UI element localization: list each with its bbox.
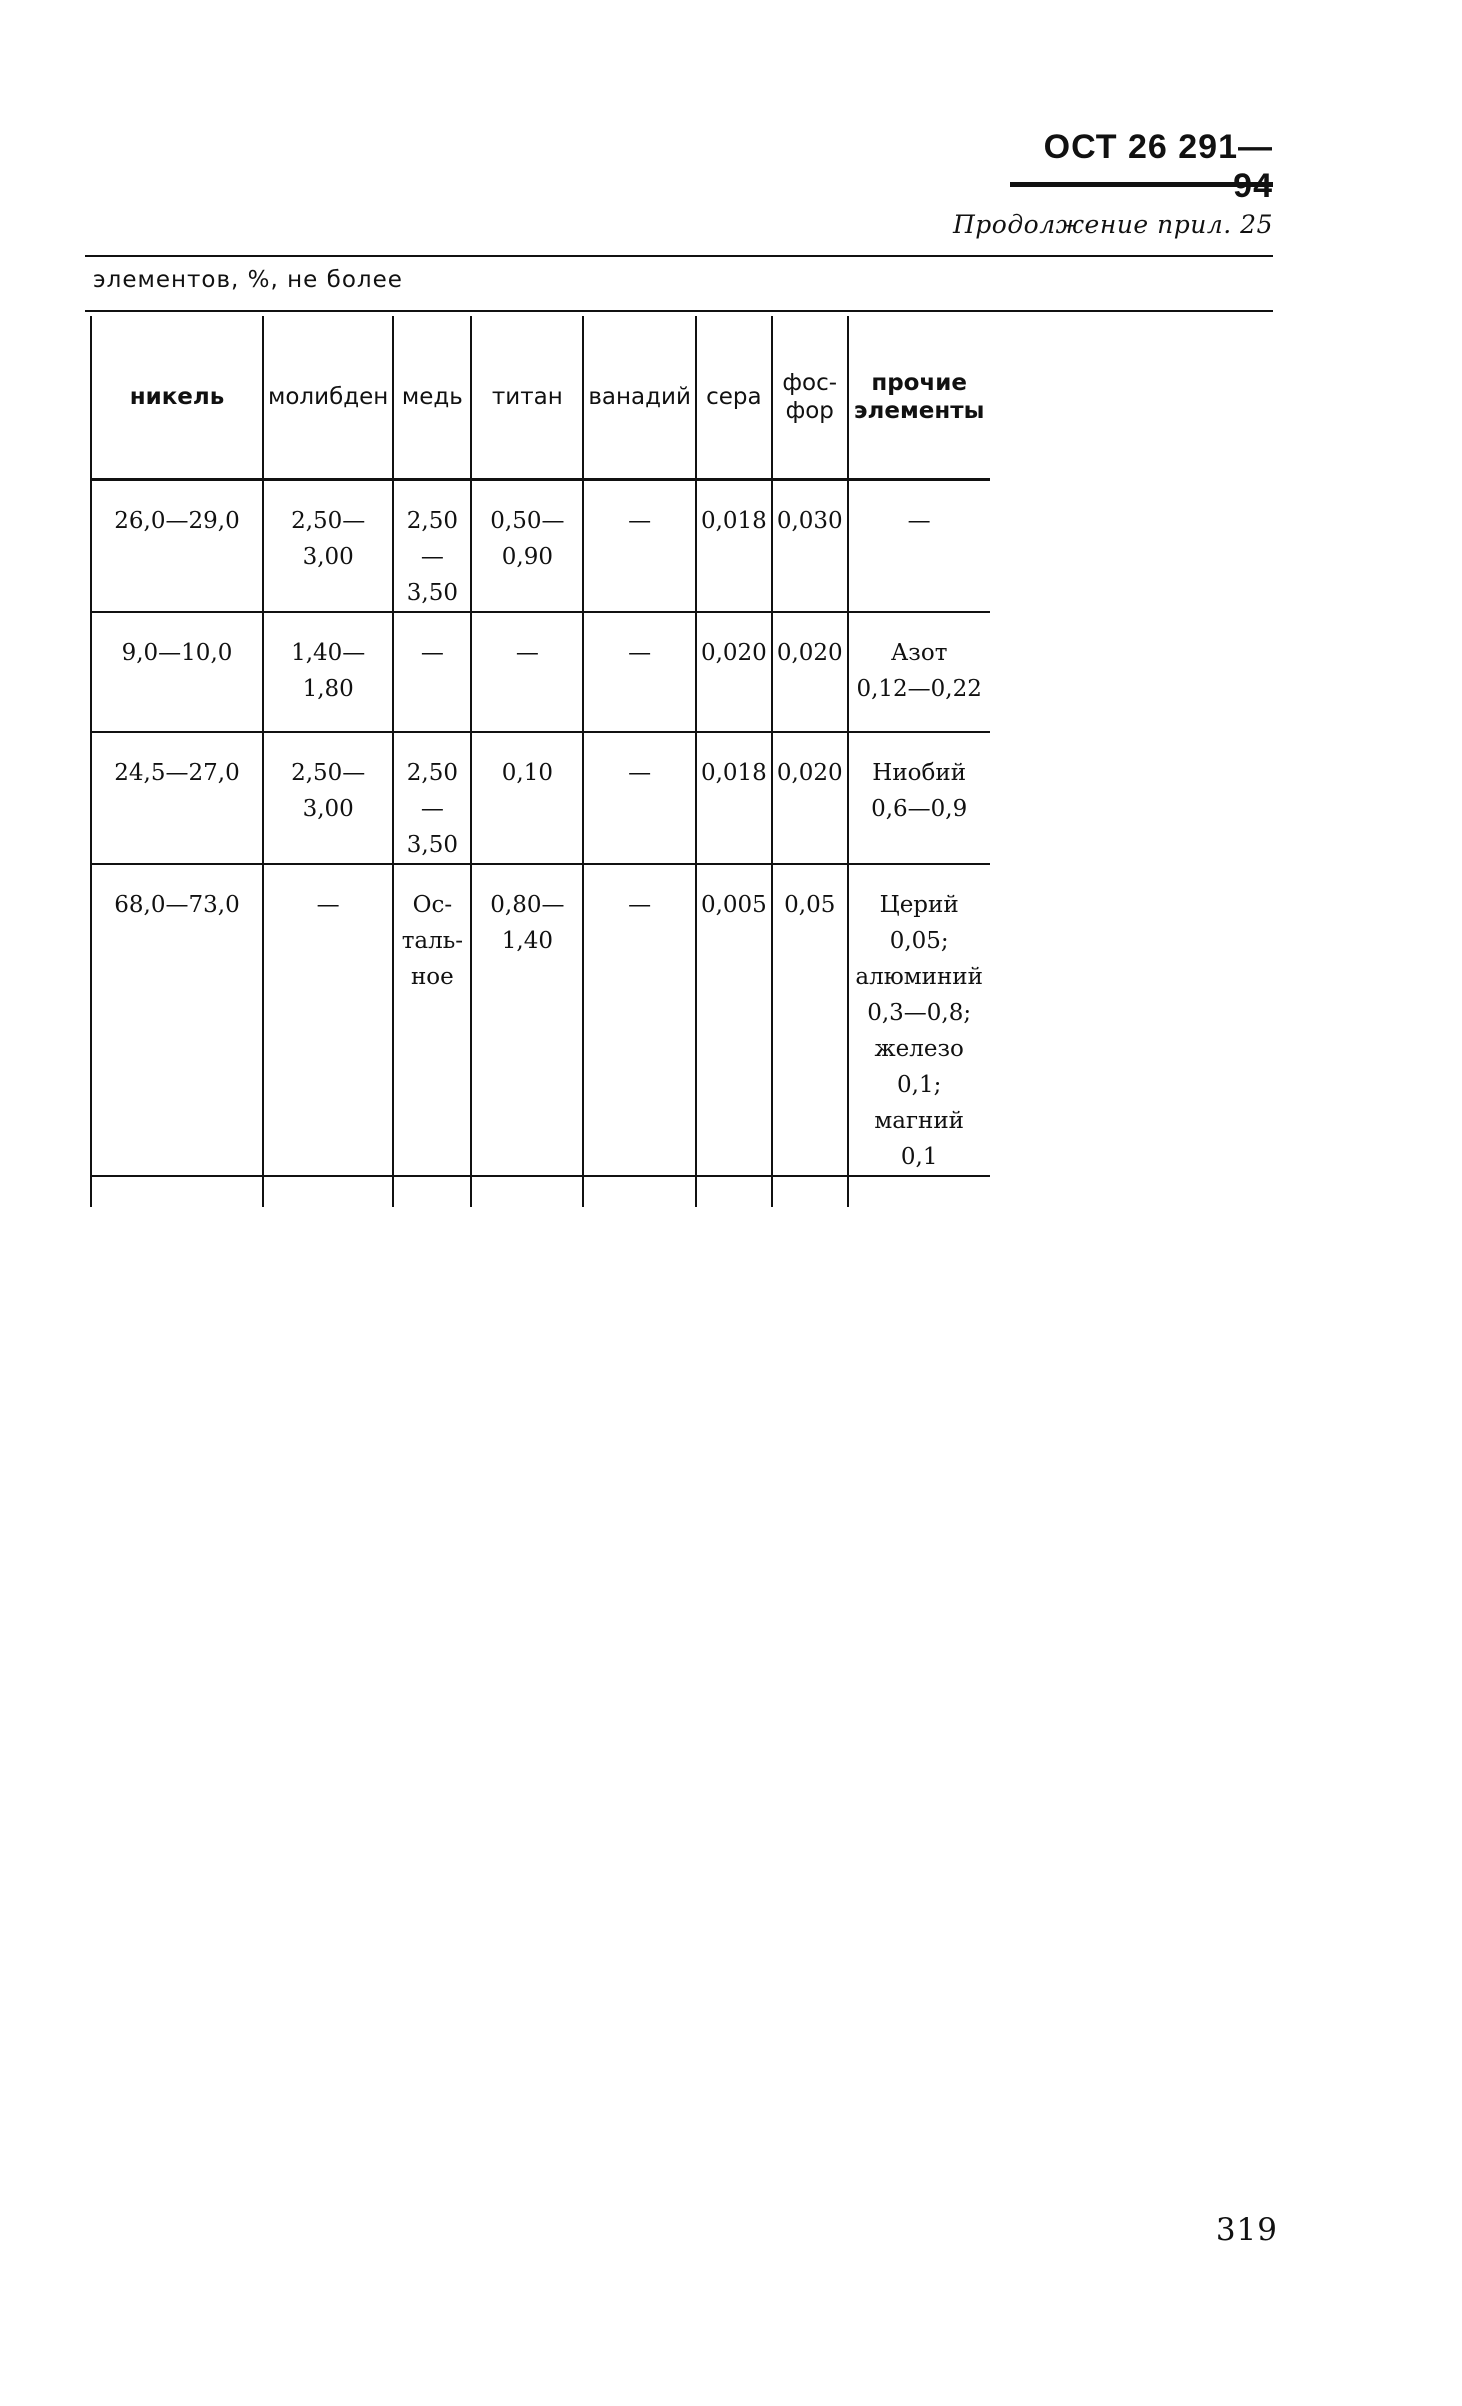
- cell-copper: 2,50— 3,50: [393, 480, 471, 613]
- cell-titanium: —: [471, 612, 583, 732]
- cell-copper: —: [393, 612, 471, 732]
- column-header-sulfur: сера: [696, 316, 772, 480]
- table-row: [91, 612, 990, 732]
- cell-other-elements: Азот 0,12—0,22: [848, 612, 990, 732]
- cell-phosphorus: 0,05: [772, 864, 848, 1176]
- column-header-copper: медь: [393, 316, 471, 480]
- column-header-vanadium: ванадий: [583, 316, 696, 480]
- column-header-other-elements: прочие элементы: [848, 316, 990, 480]
- cell-other-elements: Церий 0,05; алюминий 0,3—0,8; железо 0,1; магний 0,1: [848, 864, 990, 1176]
- cell-sulfur: 0,018: [696, 480, 772, 613]
- column-header-molybdenum: молибден: [263, 316, 393, 480]
- cell-nickel: 68,0—73,0: [91, 864, 263, 1176]
- table-top-rule: [85, 255, 1273, 257]
- cell-sulfur: 0,018: [696, 732, 772, 864]
- cell-copper: Ос- таль- ное: [393, 864, 471, 1176]
- page-number: 319: [1215, 2212, 1278, 2248]
- cell-molybdenum: 1,40—1,80: [263, 612, 393, 732]
- caption-rule: [85, 310, 1273, 312]
- column-header-phosphorus: фос- фор: [772, 316, 848, 480]
- cell-titanium: 0,50—0,90: [471, 480, 583, 613]
- document-code: ОСТ 26 291—: [1043, 128, 1273, 166]
- cell-nickel: 9,0—10,0: [91, 612, 263, 732]
- cell-phosphorus: 0,020: [772, 612, 848, 732]
- cell-molybdenum: 2,50—3,00: [263, 732, 393, 864]
- cell-molybdenum: 2,50—3,00: [263, 480, 393, 613]
- cell-vanadium: —: [583, 612, 696, 732]
- cell-vanadium: —: [583, 480, 696, 613]
- column-header-nickel: никель: [91, 316, 263, 480]
- cell-copper: 2,50— 3,50: [393, 732, 471, 864]
- cell-titanium: 0,80—1,40: [471, 864, 583, 1176]
- table-row: [91, 480, 990, 613]
- cell-other-elements: —: [848, 480, 990, 613]
- cell-sulfur: 0,020: [696, 612, 772, 732]
- continuation-label: Продолжение прил. 25: [952, 210, 1273, 239]
- table-tail-row: [91, 1176, 990, 1207]
- cell-other-elements: Ниобий 0,6—0,9: [848, 732, 990, 864]
- table-row: [91, 864, 990, 1176]
- composition-table: [90, 316, 990, 1207]
- cell-molybdenum: —: [263, 864, 393, 1176]
- cell-nickel: 24,5—27,0: [91, 732, 263, 864]
- cell-vanadium: —: [583, 732, 696, 864]
- column-header-titanium: титан: [471, 316, 583, 480]
- document-code-underline: [1010, 182, 1273, 187]
- table-row: [91, 732, 990, 864]
- cell-vanadium: —: [583, 864, 696, 1176]
- table-header-caption: элементов, %, не более: [93, 267, 403, 293]
- cell-titanium: 0,10: [471, 732, 583, 864]
- cell-sulfur: 0,005: [696, 864, 772, 1176]
- table-header-row: [91, 316, 990, 480]
- cell-phosphorus: 0,020: [772, 732, 848, 864]
- cell-phosphorus: 0,030: [772, 480, 848, 613]
- cell-nickel: 26,0—29,0: [91, 480, 263, 613]
